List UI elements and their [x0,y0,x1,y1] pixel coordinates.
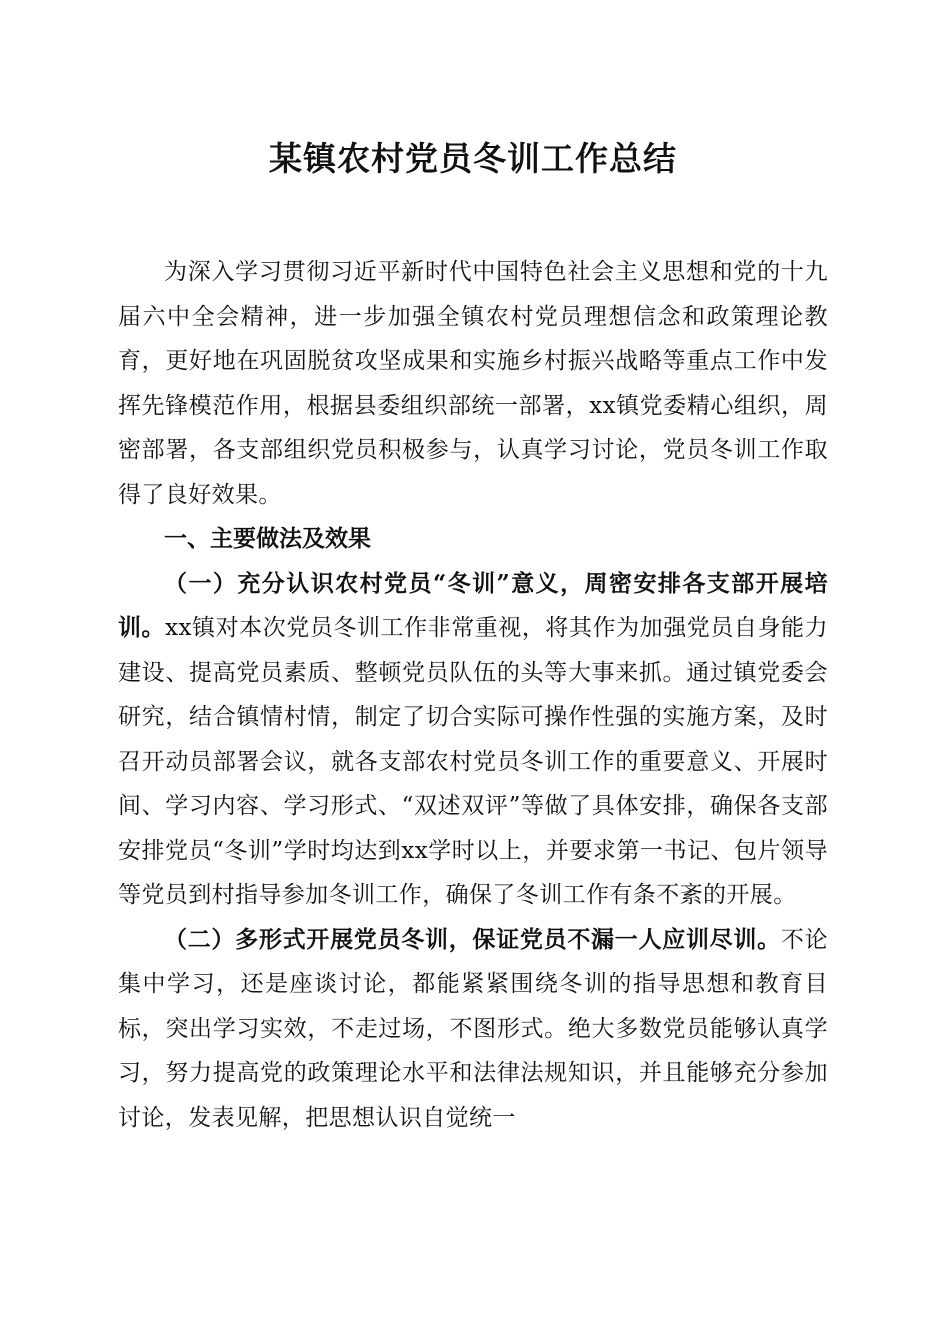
item-2-title: （二）多形式开展党员冬训，保证党员不漏一人应训尽训。 [164,925,781,953]
item-2-paragraph [118,918,828,1141]
item-1-body: xx镇对本次党员冬训工作非常重视，将其作为加强党员自身能力建设、提高党员素质、整顿党员队伍的头等大事来抓。通过镇党委会研究，结合镇情村情，制定了切合实际可操作性强的实施方案，及时召开动员部署会议，就各支部农村党员冬训工作的重要意义、开展时间、学习内容、学习形式、“双述双评”等做了具体安排，确保各支部安排党员“冬训”学时均达到xx学时以上，并要求第一书记、包片领导等党员到村指导参加冬训工作，确保了冬训工作有条不紊的开展。 [118,615,828,908]
document-title: 某镇农村党员冬训工作总结 [269,139,677,178]
item-1-title: （一）充分认识农村党员“冬训”意义，周密安排各支部开展培训。 [118,569,828,641]
section-heading-1: 一、主要做法及效果 [164,526,371,552]
document-page [118,130,828,1140]
intro-paragraph: 为深入学习贯彻习近平新时代中国特色社会主义思想和党的十九届六中全会精神，进一步加强全镇农村党员理想信念和政策理论教育，更好地在巩固脱贫攻坚成果和实施乡村振兴战略等重点工作中发挥先锋模范作用，根据县委组织部统一部署，xx镇党委精心组织，周密部署，各支部组织党员积极参与，认真学习讨论，党员冬训工作取得了良好效果。 [118,259,828,508]
item-1-paragraph [118,562,828,918]
item-2-body: 不论集中学习，还是座谈讨论，都能紧紧围绕冬训的指导思想和教育目标，突出学习实效，不走过场，不图形式。绝大多数党员能够认真学习，努力提高党的政策理论水平和法律法规知识，并且能够充分参加讨论，发表见解，把思想认识自觉统一 [118,926,828,1131]
